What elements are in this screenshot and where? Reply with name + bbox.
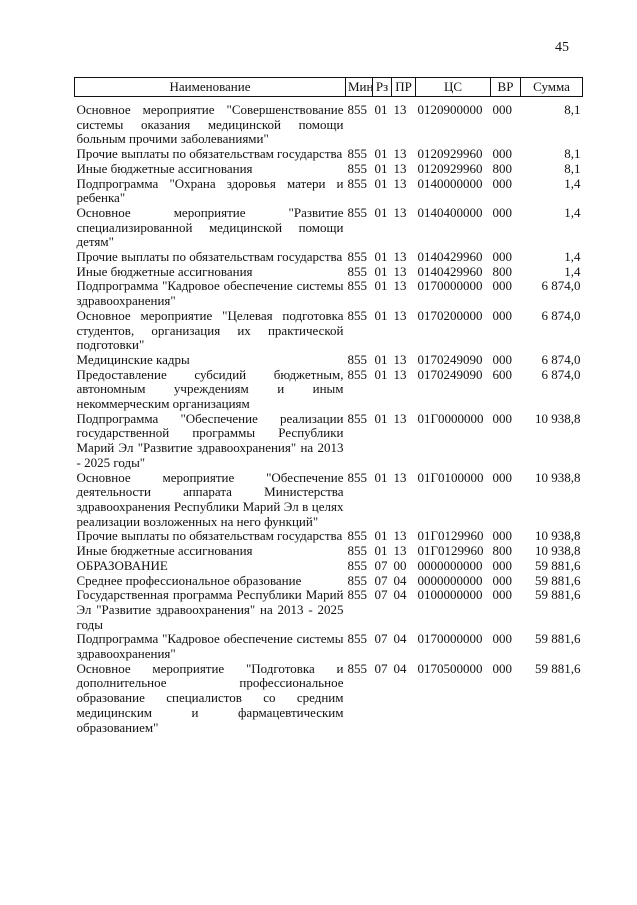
cell-pr: 13 bbox=[393, 160, 407, 176]
cell-sum: 1,4 bbox=[564, 204, 581, 220]
cell-cs: 0140429960 bbox=[417, 249, 483, 265]
cell-vr: 800 bbox=[492, 263, 512, 279]
cell-vr: 000 bbox=[492, 146, 512, 162]
cell-rz: 01 bbox=[374, 102, 388, 117]
cell-rz: 01 bbox=[374, 469, 388, 485]
cell-name: Подпрограмма "Охрана здоровья матери и ребенка" bbox=[76, 175, 344, 206]
cell-cs: 01Г0100000 bbox=[417, 469, 484, 485]
cell-rz: 01 bbox=[374, 175, 388, 191]
cell-sum: 59 881,6 bbox=[535, 572, 581, 588]
cell-sum: 1,4 bbox=[564, 175, 581, 191]
cell-rz: 01 bbox=[374, 263, 388, 279]
column-header-vr: ВР bbox=[491, 78, 521, 97]
cell-sum: 10 938,8 bbox=[535, 410, 581, 426]
cell-cs: 01Г0000000 bbox=[417, 410, 484, 426]
cell-name: Основное мероприятие "Подготовка и дополнительное профессиональное образование специалистов со средним медицинским и фармацевтическим образованием" bbox=[76, 660, 344, 735]
table-row bbox=[75, 529, 583, 544]
column-header-cs: ЦС bbox=[416, 78, 491, 97]
cell-rz: 07 bbox=[374, 660, 388, 676]
cell-min: 855 bbox=[347, 587, 367, 603]
table-row bbox=[75, 368, 583, 412]
cell-pr: 13 bbox=[393, 351, 407, 367]
cell-name: Подпрограмма "Кадровое обеспечение системы здравоохранения" bbox=[76, 631, 344, 662]
cell-pr: 13 bbox=[393, 307, 407, 323]
cell-name: Подпрограмма "Кадровое обеспечение системы здравоохранения" bbox=[76, 278, 344, 309]
column-header-rz: Рз bbox=[373, 78, 392, 97]
table-row bbox=[75, 309, 583, 353]
cell-rz: 07 bbox=[374, 557, 388, 573]
cell-min: 855 bbox=[347, 146, 367, 162]
cell-sum: 6 874,0 bbox=[541, 351, 581, 367]
cell-cs: 0100000000 bbox=[417, 587, 483, 603]
cell-vr: 000 bbox=[492, 469, 512, 485]
table-row bbox=[75, 632, 583, 661]
cell-pr: 00 bbox=[393, 557, 407, 573]
cell-min: 855 bbox=[347, 351, 367, 367]
cell-cs: 0170000000 bbox=[417, 631, 483, 647]
cell-min: 855 bbox=[347, 204, 367, 220]
cell-cs: 0000000000 bbox=[417, 557, 483, 573]
cell-sum: 10 938,8 bbox=[535, 543, 581, 559]
cell-min: 855 bbox=[347, 102, 367, 117]
cell-min: 855 bbox=[347, 175, 367, 191]
cell-cs: 0140429960 bbox=[417, 263, 483, 279]
column-header-sum: Сумма bbox=[521, 78, 583, 97]
cell-pr: 04 bbox=[393, 660, 407, 676]
column-header-name: Наименование bbox=[75, 78, 346, 97]
cell-cs: 0140400000 bbox=[417, 204, 483, 220]
table-row bbox=[75, 353, 583, 368]
cell-min: 855 bbox=[347, 366, 367, 382]
cell-vr: 000 bbox=[492, 175, 512, 191]
cell-cs: 0000000000 bbox=[417, 572, 483, 588]
cell-rz: 01 bbox=[374, 366, 388, 382]
cell-cs: 01Г0129960 bbox=[417, 528, 484, 544]
cell-cs: 0170249090 bbox=[417, 366, 483, 382]
cell-rz: 01 bbox=[374, 160, 388, 176]
cell-sum: 1,4 bbox=[564, 263, 581, 279]
cell-pr: 13 bbox=[393, 263, 407, 279]
table-row bbox=[75, 206, 583, 250]
cell-min: 855 bbox=[347, 160, 367, 176]
table-row bbox=[75, 265, 583, 280]
cell-rz: 01 bbox=[374, 249, 388, 265]
cell-rz: 01 bbox=[374, 278, 388, 294]
cell-sum: 1,4 bbox=[564, 249, 581, 265]
cell-name: Среднее профессиональное образование bbox=[76, 572, 302, 588]
cell-vr: 000 bbox=[492, 660, 512, 676]
cell-min: 855 bbox=[347, 660, 367, 676]
cell-vr: 800 bbox=[492, 160, 512, 176]
table-row bbox=[75, 544, 583, 559]
cell-vr: 000 bbox=[492, 102, 512, 117]
cell-name: Предоставление субсидий бюджетным, автономным учреждениям и иным некоммерческим организациям bbox=[76, 366, 344, 412]
cell-name: Основное мероприятие "Совершенствование системы оказания медицинской помощи больным прочими заболеваниями" bbox=[76, 102, 344, 147]
table-row bbox=[75, 574, 583, 589]
cell-rz: 01 bbox=[374, 307, 388, 323]
cell-sum: 8,1 bbox=[564, 146, 581, 162]
table-row bbox=[75, 279, 583, 308]
cell-pr: 13 bbox=[393, 410, 407, 426]
cell-min: 855 bbox=[347, 249, 367, 265]
cell-cs: 0170200000 bbox=[417, 307, 483, 323]
cell-sum: 59 881,6 bbox=[535, 660, 581, 676]
cell-min: 855 bbox=[347, 410, 367, 426]
cell-sum: 10 938,8 bbox=[535, 528, 581, 544]
table-row bbox=[75, 471, 583, 530]
cell-sum: 8,1 bbox=[564, 160, 581, 176]
cell-cs: 0170500000 bbox=[417, 660, 483, 676]
cell-rz: 01 bbox=[374, 351, 388, 367]
page-number: 45 bbox=[555, 40, 569, 55]
cell-rz: 01 bbox=[374, 528, 388, 544]
cell-pr: 13 bbox=[393, 528, 407, 544]
cell-name: Государственная программа Республики Марий Эл "Развитие здравоохранения" на 2013 - 2025 годы bbox=[76, 587, 344, 632]
cell-sum: 59 881,6 bbox=[535, 631, 581, 647]
column-header-pr: ПР bbox=[392, 78, 416, 97]
cell-name: Подпрограмма "Обеспечение реализации государственной программы Республики Марий Эл "Развитие здравоохранения" на 2013 - 2025 годы" bbox=[76, 410, 344, 470]
cell-vr: 000 bbox=[492, 528, 512, 544]
cell-pr: 13 bbox=[393, 543, 407, 559]
cell-rz: 01 bbox=[374, 410, 388, 426]
table-row bbox=[75, 559, 583, 574]
cell-sum: 10 938,8 bbox=[535, 469, 581, 485]
cell-vr: 000 bbox=[492, 557, 512, 573]
cell-name: Прочие выплаты по обязательствам государства bbox=[76, 528, 343, 544]
cell-vr: 000 bbox=[492, 572, 512, 588]
table-body bbox=[75, 97, 583, 736]
cell-sum: 8,1 bbox=[564, 102, 581, 117]
cell-vr: 600 bbox=[492, 366, 512, 382]
cell-cs: 0120929960 bbox=[417, 160, 483, 176]
cell-pr: 13 bbox=[393, 469, 407, 485]
cell-min: 855 bbox=[347, 543, 367, 559]
cell-rz: 01 bbox=[374, 204, 388, 220]
cell-vr: 000 bbox=[492, 278, 512, 294]
table-row bbox=[75, 97, 583, 148]
table-row bbox=[75, 412, 583, 471]
cell-pr: 13 bbox=[393, 249, 407, 265]
cell-vr: 800 bbox=[492, 543, 512, 559]
cell-pr: 13 bbox=[393, 278, 407, 294]
cell-cs: 0120929960 bbox=[417, 146, 483, 162]
table-header-row bbox=[75, 78, 583, 97]
cell-name: Иные бюджетные ассигнования bbox=[76, 263, 253, 279]
cell-vr: 000 bbox=[492, 249, 512, 265]
cell-pr: 13 bbox=[393, 204, 407, 220]
cell-pr: 13 bbox=[393, 146, 407, 162]
cell-rz: 07 bbox=[374, 587, 388, 603]
cell-sum: 6 874,0 bbox=[541, 366, 581, 382]
cell-sum: 59 881,6 bbox=[535, 587, 581, 603]
cell-cs: 0170000000 bbox=[417, 278, 483, 294]
cell-pr: 13 bbox=[393, 102, 407, 117]
cell-name: Прочие выплаты по обязательствам государства bbox=[76, 146, 343, 162]
cell-name: Прочие выплаты по обязательствам государства bbox=[76, 249, 343, 265]
table-row bbox=[75, 177, 583, 206]
cell-cs: 0120900000 bbox=[417, 102, 483, 117]
cell-sum: 6 874,0 bbox=[541, 307, 581, 323]
cell-min: 855 bbox=[347, 263, 367, 279]
cell-min: 855 bbox=[347, 557, 367, 573]
cell-name: Основное мероприятие "Целевая подготовка студентов, организация их практической подготовки" bbox=[76, 307, 344, 353]
cell-cs: 0170249090 bbox=[417, 351, 483, 367]
table-row bbox=[75, 588, 583, 632]
cell-min: 855 bbox=[347, 469, 367, 485]
cell-pr: 04 bbox=[393, 587, 407, 603]
cell-vr: 000 bbox=[492, 631, 512, 647]
cell-rz: 01 bbox=[374, 146, 388, 162]
table-row bbox=[75, 662, 583, 736]
cell-cs: 01Г0129960 bbox=[417, 543, 484, 559]
cell-pr: 13 bbox=[393, 366, 407, 382]
cell-sum: 6 874,0 bbox=[541, 278, 581, 294]
cell-min: 855 bbox=[347, 631, 367, 647]
cell-name: Медицинские кадры bbox=[76, 351, 190, 367]
cell-name: Иные бюджетные ассигнования bbox=[76, 543, 253, 559]
table-row bbox=[75, 147, 583, 162]
cell-vr: 000 bbox=[492, 587, 512, 603]
cell-vr: 000 bbox=[492, 307, 512, 323]
cell-pr: 13 bbox=[393, 175, 407, 191]
column-header-min: Мин bbox=[346, 78, 373, 97]
cell-name: ОБРАЗОВАНИЕ bbox=[76, 557, 168, 573]
table-row bbox=[75, 162, 583, 177]
cell-name: Иные бюджетные ассигнования bbox=[76, 160, 253, 176]
cell-vr: 000 bbox=[492, 410, 512, 426]
cell-pr: 04 bbox=[393, 631, 407, 647]
budget-table bbox=[74, 77, 583, 735]
cell-cs: 0140000000 bbox=[417, 175, 483, 191]
cell-pr: 04 bbox=[393, 572, 407, 588]
cell-name: Основное мероприятие "Обеспечение деятельности аппарата Министерства здравоохранения Республики Марий Эл в целях реализации возложенных на него функций" bbox=[76, 469, 344, 529]
cell-vr: 000 bbox=[492, 204, 512, 220]
cell-sum: 59 881,6 bbox=[535, 557, 581, 573]
cell-rz: 01 bbox=[374, 543, 388, 559]
cell-min: 855 bbox=[347, 278, 367, 294]
cell-name: Основное мероприятие "Развитие специализированной медицинской помощи детям" bbox=[76, 204, 344, 250]
cell-min: 855 bbox=[347, 572, 367, 588]
cell-rz: 07 bbox=[374, 572, 388, 588]
cell-min: 855 bbox=[347, 307, 367, 323]
cell-min: 855 bbox=[347, 528, 367, 544]
cell-vr: 000 bbox=[492, 351, 512, 367]
cell-rz: 07 bbox=[374, 631, 388, 647]
table-row bbox=[75, 250, 583, 265]
